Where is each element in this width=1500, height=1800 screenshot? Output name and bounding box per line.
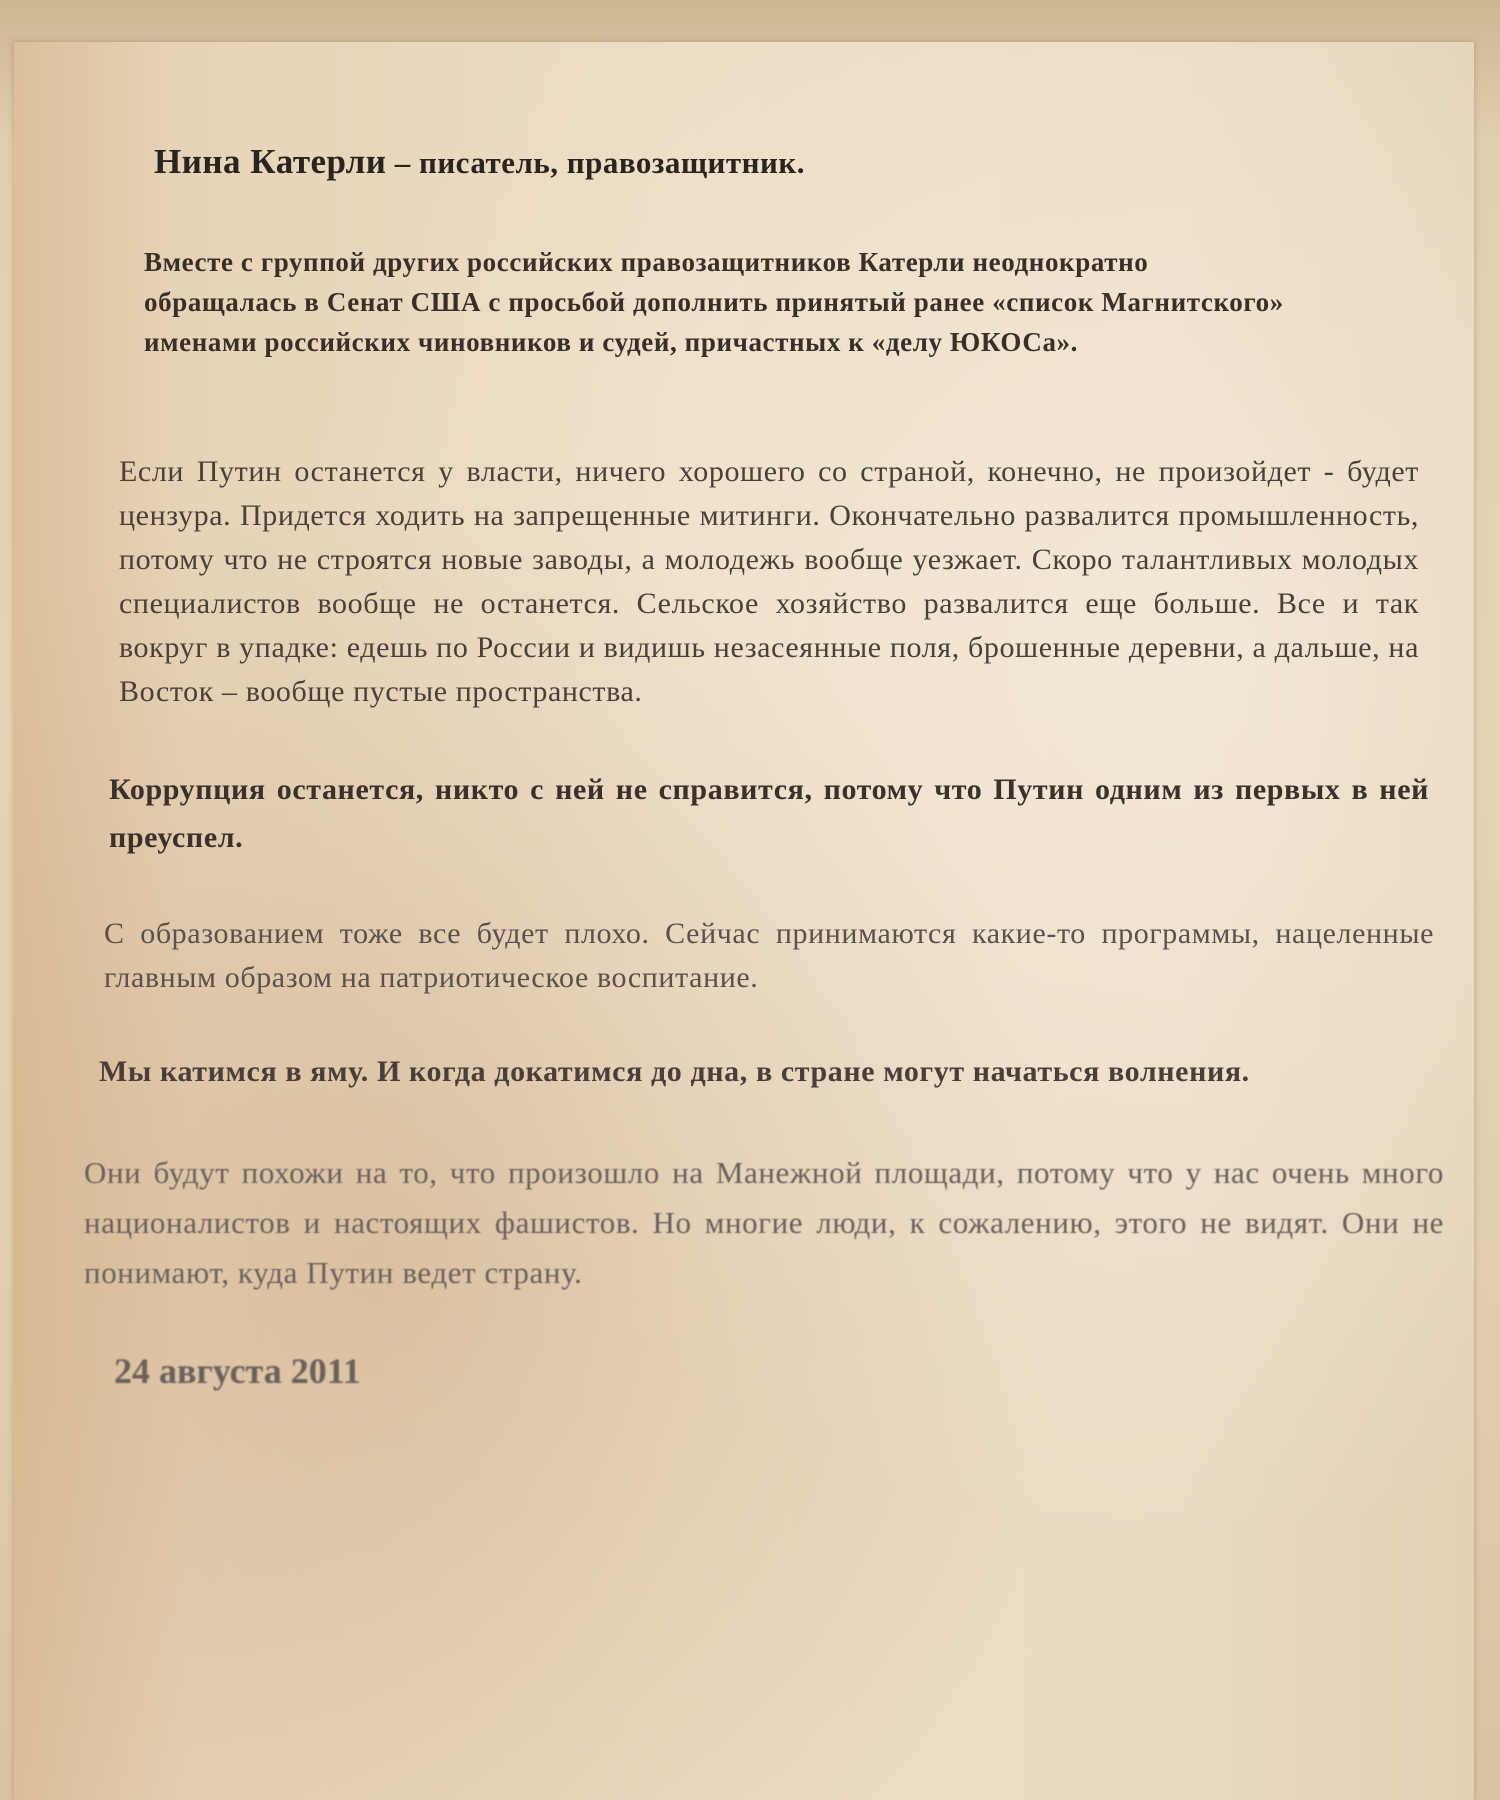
paragraph-1: Если Путин останется у власти, ничего хорошего со страной, конечно, не произойдет - будет цензура. Придется ходить на запрещенные митинги. Окончательно развалится промышленность, потому что не строятся новые заводы, а молодежь вообще уезжает. Скоро талантливых молодых специалистов вообще не останется. Сельское хозяйство развалится еще больше. Все и так вокруг в упадке: едешь по России и видишь незасеянные поля, брошенные деревни, а дальше, на Восток – вообще пустые пространства.	[119, 455, 1419, 708]
author-name: Нина Катерли	[154, 142, 387, 181]
paper-sheet	[14, 42, 1474, 1800]
paragraph-3: С образованием тоже все будет плохо. Сейчас принимаются какие-то программы, нацеленные главным образом на патриотическое воспитание.	[104, 917, 1434, 994]
paragraph-5: Они будут похожи на то, что произошло на Манежной площади, потому что у нас очень много националистов и настоящих фашистов. Но многие люди, к сожалению, этого не видят. Они не понимают, куда Путин ведет страну.	[84, 1155, 1444, 1290]
paragraph-2: Коррупция останется, никто с ней не справится, потому что Путин одним из первых в ней преуспел.	[109, 773, 1429, 854]
document-title	[154, 142, 1444, 182]
document-content	[84, 142, 1444, 1392]
paragraph-4: Мы катимся в яму. И когда докатимся до дна, в стране могут начаться волнения.	[99, 1055, 1250, 1088]
author-role: – писатель, правозащитник.	[386, 145, 805, 180]
intro-paragraph: Вместе с группой других российских правозащитников Катерли неоднократно обращалась в Сенат США с просьбой дополнить принятый ранее «список Магнитского» именами российских чиновников и судей, причастных к «делу ЮКОСа».	[144, 247, 1284, 357]
document-date: 24 августа 2011	[114, 1351, 361, 1391]
